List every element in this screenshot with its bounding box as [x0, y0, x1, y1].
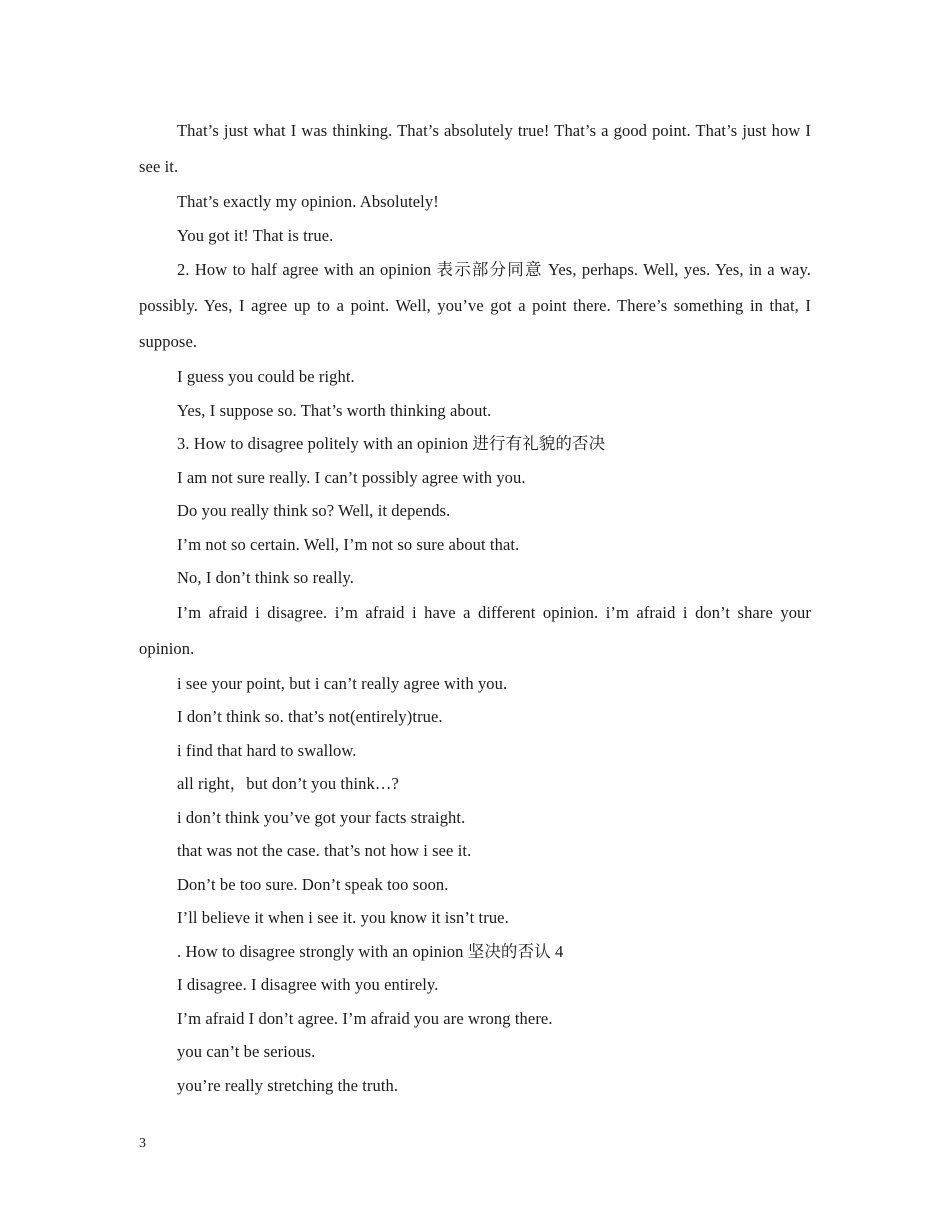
heading-disagree-politely: 3. How to disagree politely with an opinion 进行有礼貌的否决 — [177, 434, 606, 453]
paragraph-suppose-so: Yes, I suppose so. That’s worth thinking about. — [177, 400, 492, 420]
paragraph-agree-phrases: That’s just what I was thinking. That’s absolutely true! That’s a good point. That’s just how I see it. — [139, 121, 811, 176]
paragraph-believe-it: I’ll believe it when i see it. you know it isn’t true. — [177, 908, 509, 927]
paragraph-not-the-case: that was not the case. that’s not how i see it. — [177, 841, 472, 860]
document-body — [139, 113, 811, 1102]
paragraph-dont-you-think: all right，but don’t you think…? — [177, 774, 399, 793]
paragraph-not-so-certain: I’m not so certain. Well, I’m not so sure about that. — [177, 534, 520, 554]
paragraph-dont-be-too-sure: Don’t be too sure. Don’t speak too soon. — [177, 874, 449, 894]
paragraph-stretching-truth: you’re really stretching the truth. — [177, 1075, 399, 1095]
heading-half-agree: 2. How to half agree with an opinion 表示部分同意 Yes, perhaps. Well, yes. Yes, in a way. possibly. Yes, I agree up to a point. Well, you’ve got a point there. There’s something in that, I suppose. — [139, 260, 811, 351]
paragraph-dont-agree: I’m afraid I don’t agree. I’m afraid you are wrong there. — [177, 1008, 553, 1028]
page-number: 3 — [139, 1136, 146, 1151]
heading-disagree-strongly: . How to disagree strongly with an opinion 坚决的否认 4 — [177, 941, 564, 961]
paragraph-afraid-disagree: I’m afraid i disagree. i’m afraid i have a different opinion. i’m afraid i don’t share your opinion. — [139, 602, 811, 658]
paragraph-cant-be-serious: you can’t be serious. — [177, 1042, 316, 1061]
paragraph-you-got-it: You got it! That is true. — [177, 225, 334, 245]
paragraph-dont-think-so: No, I don’t think so really. — [177, 568, 354, 587]
paragraph-really-think-so: Do you really think so? Well, it depends. — [177, 501, 451, 520]
paragraph-exactly-my-opinion: That’s exactly my opinion. Absolutely! — [177, 192, 439, 211]
paragraph-facts-straight: i don’t think you’ve got your facts straight. — [177, 807, 466, 827]
paragraph-guess-right: I guess you could be right. — [177, 367, 355, 386]
paragraph-see-your-point: i see your point, but i can’t really agree with you. — [177, 673, 508, 693]
paragraph-i-disagree: I disagree. I disagree with you entirely. — [177, 975, 439, 994]
paragraph-not-entirely-true: I don’t think so. that’s not(entirely)true. — [177, 707, 443, 726]
paragraph-hard-to-swallow: i find that hard to swallow. — [177, 740, 357, 760]
paragraph-not-sure: I am not sure really. I can’t possibly agree with you. — [177, 467, 526, 487]
